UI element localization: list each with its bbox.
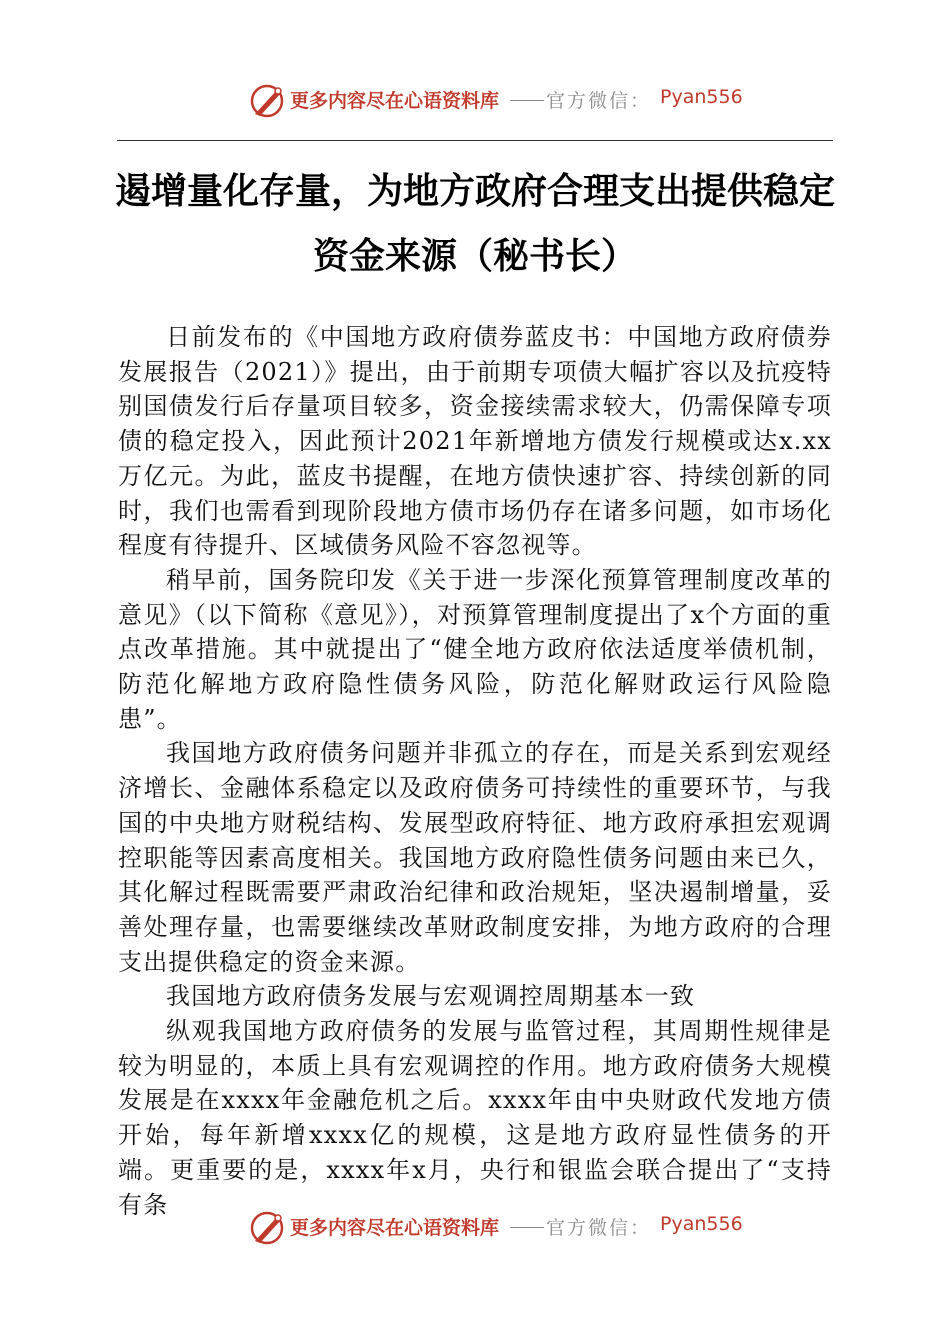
footer-dash [510,1227,544,1228]
header-banner [0,78,950,128]
page-title-line-1: 遏增量化存量，为地方政府合理支出提供稳定 [114,171,835,212]
section-heading-paragraph: 我国地方政府债务发展与宏观调控周期基本一致 [166,982,696,1011]
paragraph: 日前发布的《中国地方政府债券蓝皮书：中国地方政府债券发展报告（2021）》提出，由于前期专项债大幅扩容以及抗疫特别国债发行后存量项目较多，资金接续需求较大，仍需保障专项债的稳定投入，因此预计2021年新增地方债发行规模或达x.xx万亿元。为此，蓝皮书提醒，在地方债快速扩容、持续创新的同时，我们也需看到现阶段地方债市场仍存在诸多问题，如市场化程度有待提升、区域债务风险不容忽视等。 [118,323,832,560]
header-wechat-label: 官方微信： [546,90,652,112]
footer-wechat-label: 官方微信： [546,1217,652,1239]
header-brand-text: 更多内容尽在心语资料库 [290,90,500,112]
header-wechat-id: Pyan556 [660,86,743,108]
header-dash [510,100,544,101]
page-title-line-2: 资金来源（秘书长） [312,236,637,277]
pen-nib-logo-icon [247,81,287,121]
paragraph: 纵观我国地方政府债务的发展与监管过程，其周期性规律是较为明显的，本质上具有宏观调控的作用。地方政府债务大规模发展是在xxxx年金融危机之后。xxxx年由中央财政代发地方债开始，每年新增xxxx亿的规模，这是地方政府显性债务的开端。更重要的是，xxxx年x月，央行和银监会联合提出了“支持有条 [118,1017,832,1219]
paragraph: 稍早前，国务院印发《关于进一步深化预算管理制度改革的意见》（以下简称《意见》），对预算管理制度提出了x个方面的重点改革措施。其中就提出了“健全地方政府依法适度举债机制，防范化解地方政府隐性债务风险，防范化解财政运行风险隐患”。 [118,565,832,733]
pen-nib-logo-icon [247,1208,287,1248]
footer-banner [0,1205,950,1255]
header-divider [117,140,833,141]
article-body [118,320,832,1222]
footer-brand-text: 更多内容尽在心语资料库 [290,1217,500,1239]
paragraph: 我国地方政府债务问题并非孤立的存在，而是关系到宏观经济增长、金融体系稳定以及政府债务可持续性的重要环节，与我国的中央地方财税结构、发展型政府特征、地方政府承担宏观调控职能等因素高度相关。我国地方政府隐性债务问题由来已久，其化解过程既需要严肃政治纪律和政治规矩，坚决遏制增量，妥善处理存量，也需要继续改革财政制度安排，为地方政府的合理支出提供稳定的资金来源。 [118,739,832,976]
footer-wechat-id: Pyan556 [660,1213,743,1235]
